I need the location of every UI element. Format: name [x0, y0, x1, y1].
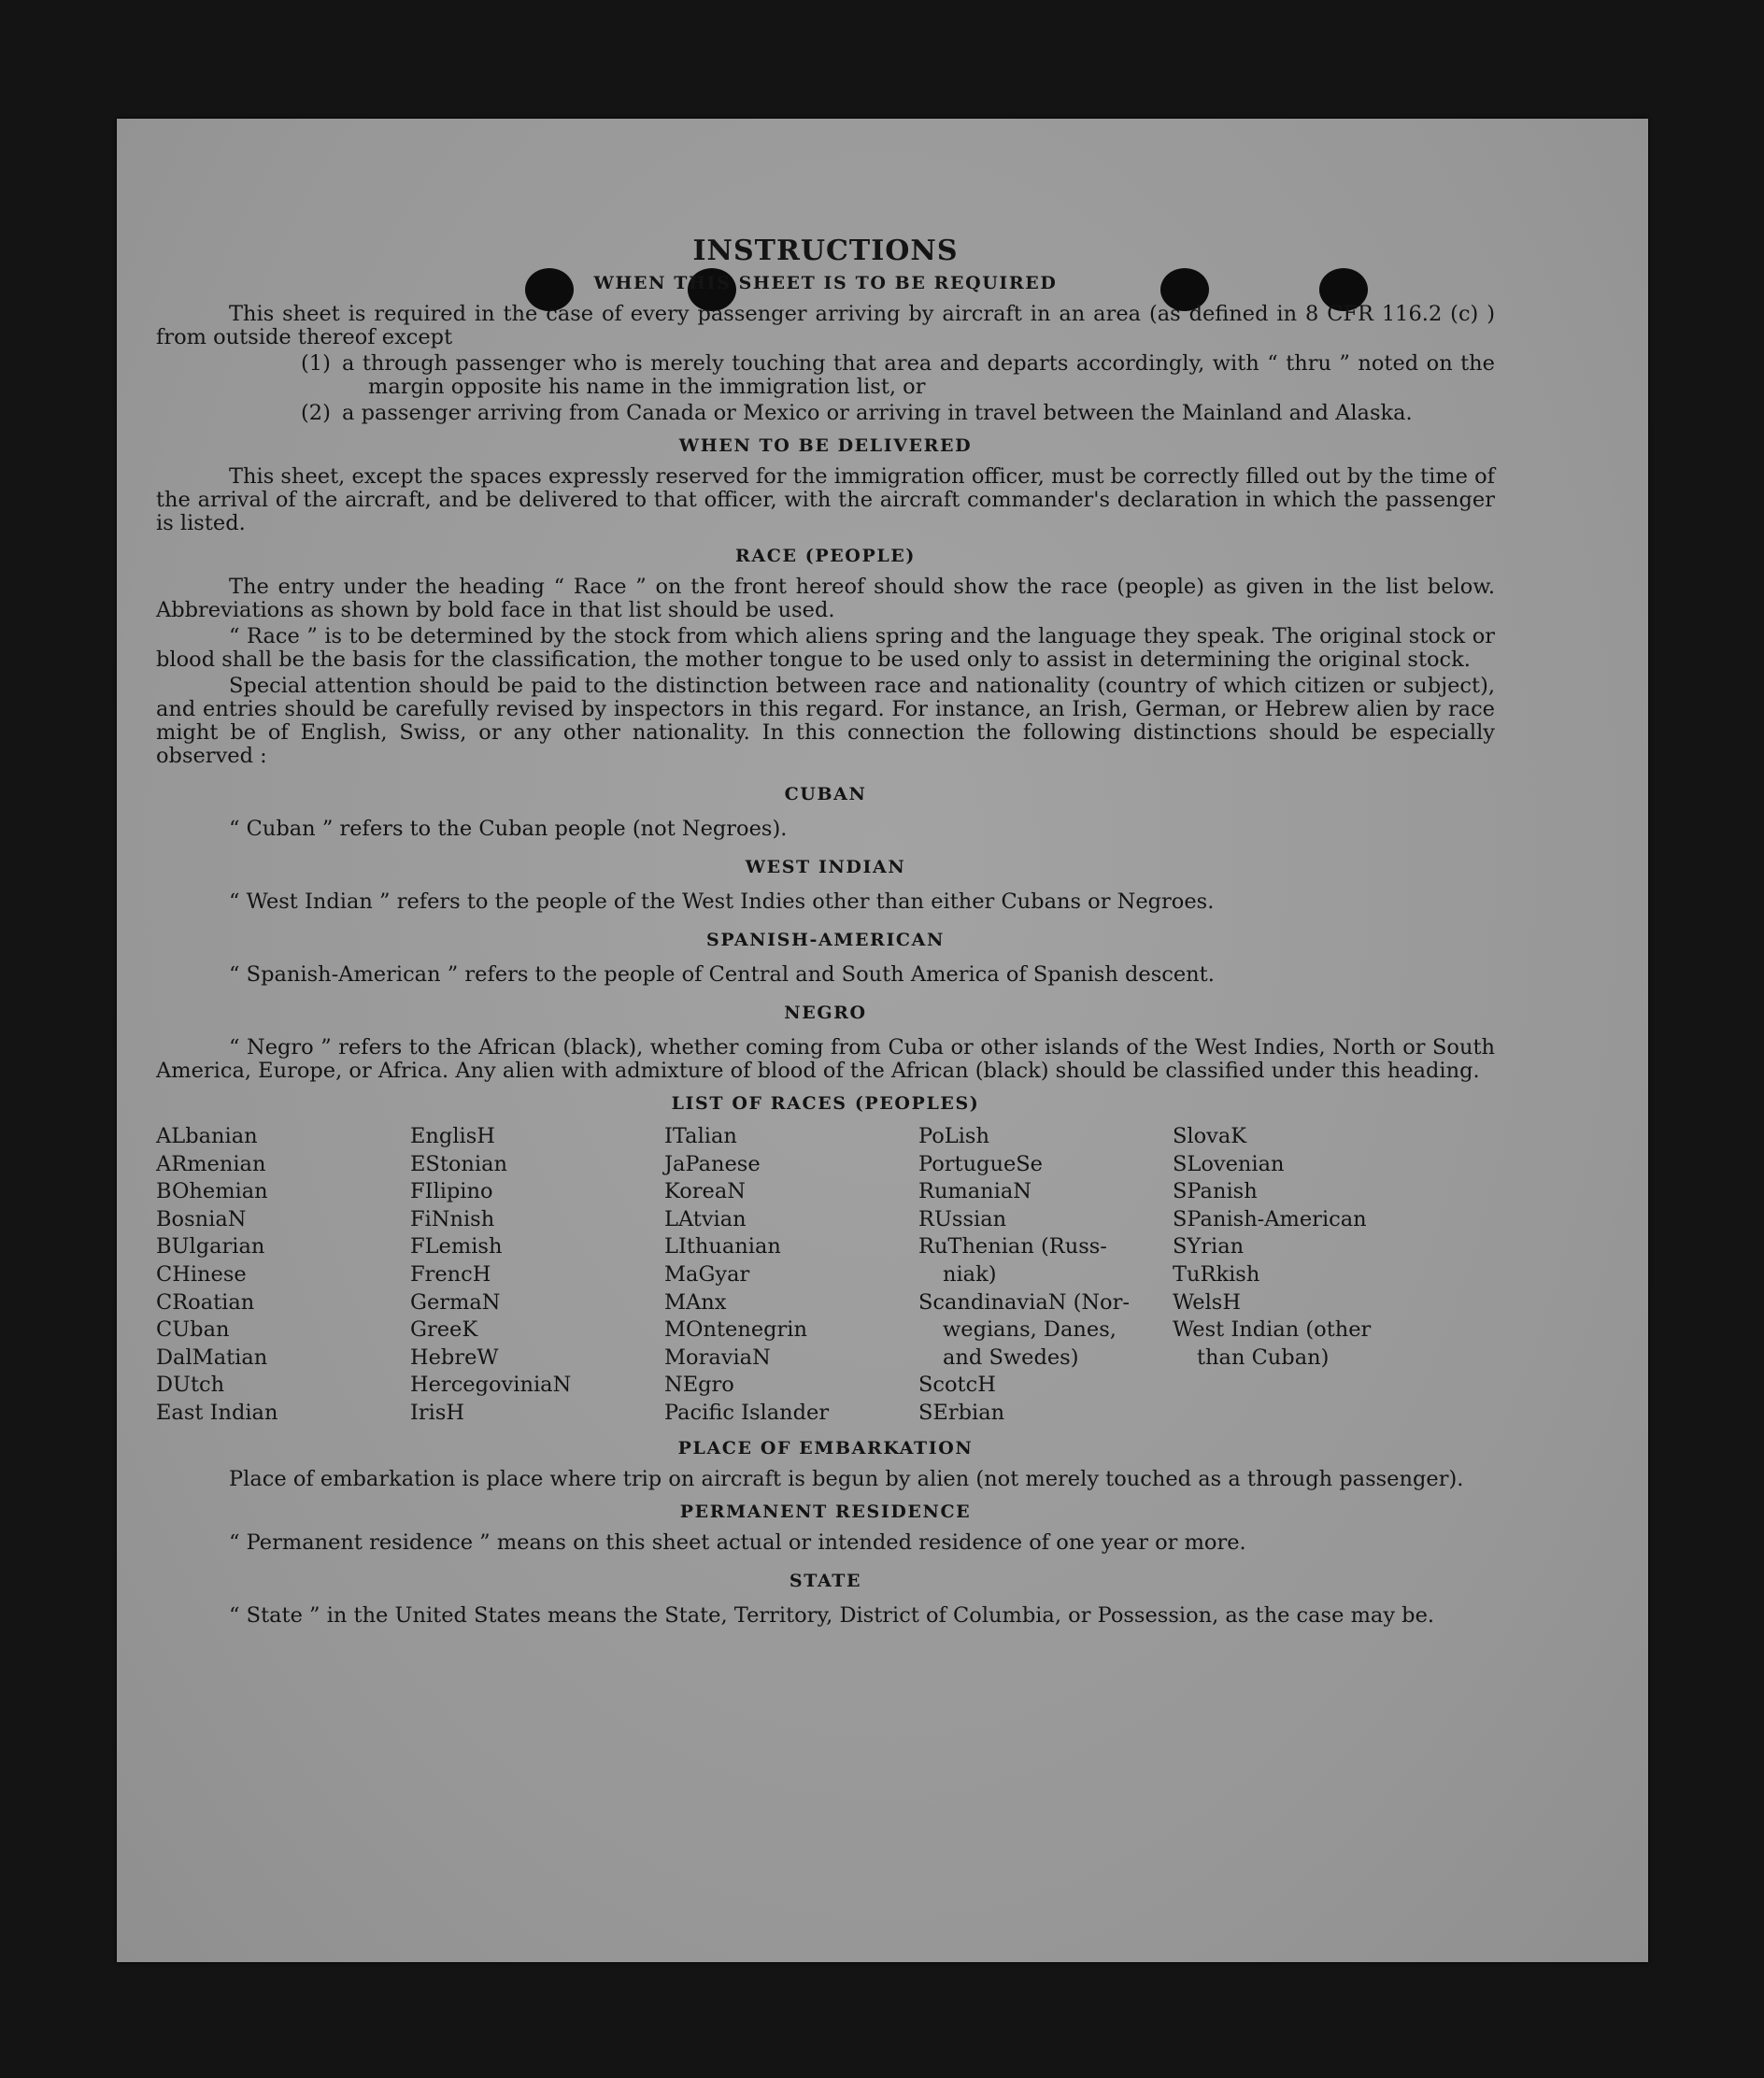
race-entry: SlovaK — [1173, 1124, 1247, 1148]
exception-item-1 — [156, 352, 1495, 399]
race-entry-continuation: than Cuban) — [1197, 1345, 1330, 1370]
cuban-text: “ Cuban ” refers to the Cuban people (not Negroes). — [229, 817, 788, 841]
race-entry: IrisH — [410, 1400, 465, 1425]
race-entry-continuation: wegians, Danes, — [943, 1317, 1117, 1343]
race-paragraph-2: “ Race ” is to be determined by the stock from which aliens spring and the language they speak. The original stock or blood shall be the basis for the classification, the mother tongue to be used only to assist in determining the original stock. — [156, 624, 1495, 672]
race-entry: ARmenian — [156, 1151, 266, 1176]
race-entry: RuThenian (Russ- — [918, 1234, 1107, 1260]
section-heading-spanish-american: SPANISH-AMERICAN — [706, 930, 945, 950]
race-entry: BosniaN — [156, 1206, 247, 1231]
section-heading-negro: NEGRO — [784, 1003, 867, 1023]
section-heading-required: WHEN THIS SHEET IS TO BE REQUIRED — [593, 273, 1058, 293]
race-entry: NEgro — [664, 1373, 734, 1398]
embarkation-text: Place of embarkation is place where trip on aircraft is begun by alien (not merely touched as a through passenger). — [229, 1466, 1464, 1491]
race-entry: RumaniaN — [918, 1179, 1031, 1204]
delivered-text: This sheet, except the spaces expressly reserved for the immigration officer, must be correctly filled out by the time of the arrival of the aircraft, and be delivered to that officer, with the aircraft commander's declaration in which the passenger is listed. — [156, 464, 1495, 535]
section-heading-west-indian: WEST INDIAN — [745, 857, 906, 877]
race-entry: EnglisH — [410, 1124, 495, 1148]
race-entry: DalMatian — [156, 1345, 268, 1370]
negro-text: “ Negro ” refers to the African (black), whether coming from Cuba or other islands of the West Indies, North or South America, Europe, or Africa. Any alien with admixture of blood of the African (black) should be classified under this heading. — [156, 1035, 1495, 1083]
race-entry: ALbanian — [156, 1124, 258, 1148]
section-heading-embarkation: PLACE OF EMBARKATION — [677, 1437, 974, 1459]
race-entry: PortugueSe — [918, 1151, 1044, 1176]
race-entry: MAnx — [664, 1289, 727, 1315]
race-entry: TuRkish — [1173, 1261, 1260, 1287]
race-paragraph-3: Special attention should be paid to the distinction between race and nationality (country of which citizen or subject), and entries should be carefully revised by inspectors in this regard. For instance, an Irish, German, or Hebrew alien by race might be of English, Swiss, or any other nationality. In this connection the following distinctions should be especially observed : — [156, 674, 1495, 768]
races-column-3 — [664, 1123, 918, 1428]
section-heading-race: RACE (PEOPLE) — [735, 546, 916, 566]
race-entry: CRoatian — [156, 1289, 255, 1315]
race-entry: CUban — [156, 1317, 230, 1343]
item-text: a through passenger who is merely touching that area and departs accordingly, with “ thru ” noted on the margin opposite his name in the immigration list, or — [342, 351, 1495, 399]
race-entry: BOhemian — [156, 1179, 268, 1204]
instructions-content — [156, 235, 1495, 1630]
section-heading-state: STATE — [789, 1570, 862, 1591]
race-paragraph-1: The entry under the heading “ Race ” on the front hereof should show the race (people) as given in the list below. Abbreviations as shown by bold face in that list should be used. — [156, 575, 1495, 622]
race-entry: DUtch — [156, 1373, 225, 1398]
section-heading-list-of-races: LIST OF RACES (PEOPLES) — [671, 1093, 980, 1114]
race-entry: JaPanese — [664, 1151, 761, 1176]
spanish-american-text: “ Spanish-American ” refers to the people of Central and South America of Spanish descent. — [229, 962, 1215, 987]
races-column-1 — [156, 1123, 410, 1428]
race-entry: WelsH — [1173, 1289, 1241, 1315]
race-entry: East Indian — [156, 1400, 278, 1425]
exception-item-2 — [156, 402, 1495, 425]
races-column-5 — [1173, 1123, 1387, 1428]
races-list — [156, 1123, 1495, 1428]
race-entry: MaGyar — [664, 1261, 750, 1287]
race-entry: FiNnish — [410, 1206, 495, 1231]
race-entry: RUssian — [918, 1206, 1007, 1231]
race-entry-continuation: and Swedes) — [943, 1345, 1079, 1370]
races-column-2 — [410, 1123, 664, 1428]
race-entry: FIlipino — [410, 1179, 493, 1204]
race-entry: FrencH — [410, 1261, 491, 1287]
race-entry: LIthuanian — [664, 1234, 781, 1260]
race-entry: MOntenegrin — [664, 1317, 807, 1343]
west-indian-text: “ West Indian ” refers to the people of the West Indies other than either Cubans or Negroes. — [229, 890, 1215, 914]
race-entry: HebreW — [410, 1345, 499, 1370]
race-entry: GermaN — [410, 1289, 501, 1315]
race-entry: EStonian — [410, 1151, 508, 1176]
race-entry: KoreaN — [664, 1179, 746, 1204]
race-entry: SErbian — [918, 1400, 1005, 1425]
race-entry: West Indian (other — [1173, 1317, 1372, 1343]
race-entry: ITalian — [664, 1124, 737, 1148]
race-entry: ScandinaviaN (Nor- — [918, 1289, 1130, 1315]
race-entry: SPanish — [1173, 1179, 1258, 1204]
state-text: “ State ” in the United States means the State, Territory, District of Columbia, or Possession, as the case may be. — [229, 1602, 1435, 1628]
race-entry: SYrian — [1173, 1234, 1245, 1260]
race-entry: FLemish — [410, 1234, 503, 1260]
race-entry-continuation: niak) — [943, 1261, 997, 1287]
race-entry: MoraviaN — [664, 1345, 771, 1370]
section-heading-residence: PERMANENT RESIDENCE — [679, 1501, 972, 1522]
races-column-4 — [918, 1123, 1173, 1428]
race-entry: ScotcH — [918, 1373, 996, 1398]
race-entry: LAtvian — [664, 1206, 747, 1231]
race-entry: HercegoviniaN — [410, 1373, 572, 1398]
section-heading-delivered: WHEN TO BE DELIVERED — [678, 435, 973, 456]
race-entry: GreeK — [410, 1317, 478, 1343]
required-intro: This sheet is required in the case of every passenger arriving by aircraft in an area (as defined in 8 CFR 116.2 (c) ) from outside thereof except — [156, 302, 1495, 349]
race-entry: CHinese — [156, 1261, 247, 1287]
item-number: (2) — [301, 401, 331, 425]
race-entry: Pacific Islander — [664, 1400, 830, 1425]
race-entry: BUlgarian — [156, 1234, 265, 1260]
item-text: a passenger arriving from Canada or Mexico or arriving in travel between the Mainland and Alaska. — [342, 401, 1413, 425]
race-entry: SLovenian — [1173, 1151, 1285, 1176]
race-entry: SPanish-American — [1173, 1206, 1367, 1231]
race-entry: PoLish — [918, 1124, 989, 1148]
page-title: INSTRUCTIONS — [692, 235, 959, 267]
item-number: (1) — [301, 351, 331, 376]
residence-text: “ Permanent residence ” means on this sheet actual or intended residence of one year or more. — [229, 1530, 1246, 1555]
section-heading-cuban: CUBAN — [784, 784, 867, 804]
